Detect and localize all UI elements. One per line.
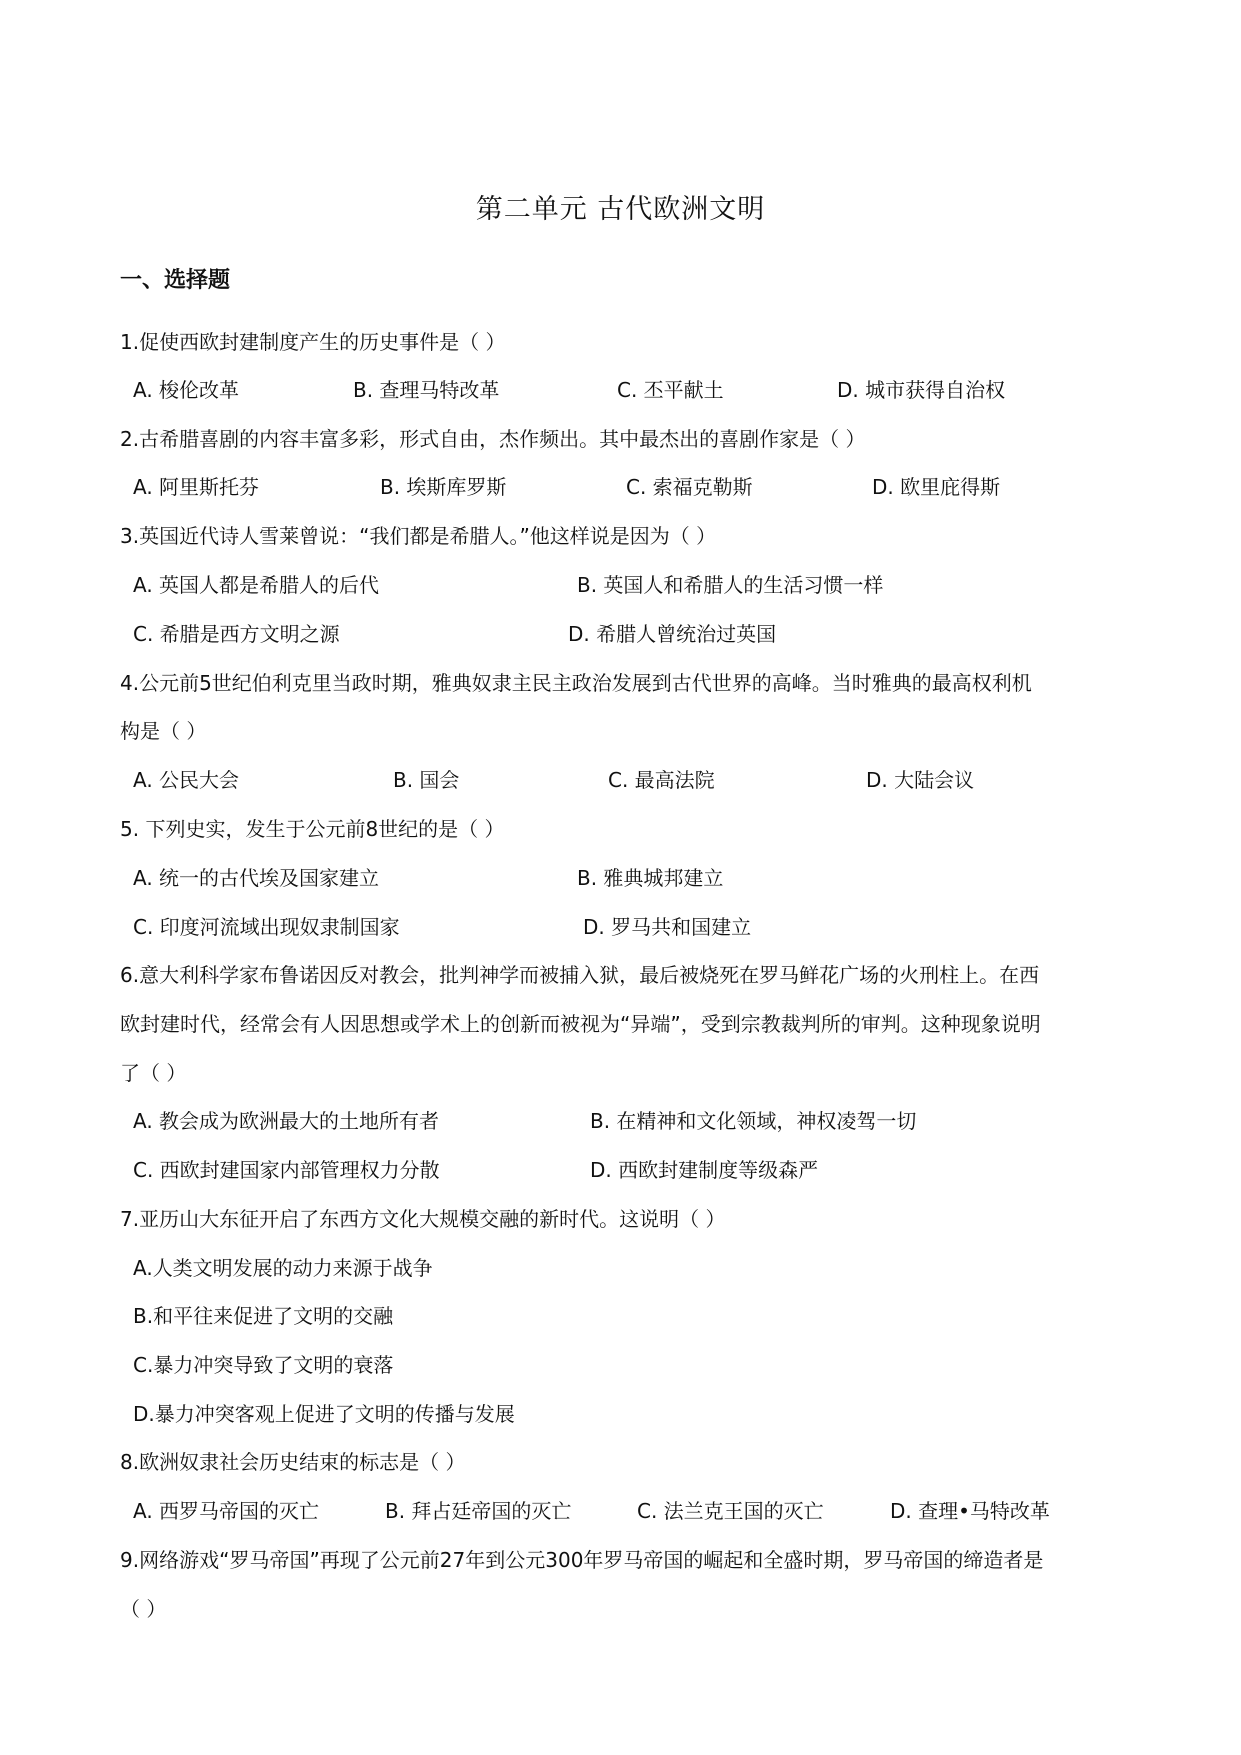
question-8-option-a: A. 西罗马帝国的灭亡 xyxy=(133,1499,320,1523)
question-5-option-c: C. 印度河流域出现奴隶制国家 xyxy=(133,915,400,939)
question-1-option-d: D. 城市获得自治权 xyxy=(837,378,1006,402)
question-5-stem: 5. 下列史实，发生于公元前8世纪的是（ ） xyxy=(120,817,505,841)
question-3-option-a: A. 英国人都是希腊人的后代 xyxy=(133,573,380,597)
question-1-option-b: B. 查理马特改革 xyxy=(353,378,500,402)
question-2-stem: 2.古希腊喜剧的内容丰富多彩，形式自由，杰作频出。其中最杰出的喜剧作家是（ ） xyxy=(120,427,866,451)
section-heading: 一、选择题 xyxy=(120,268,231,293)
question-6-stem-line-2: 欧封建时代，经常会有人因思想或学术上的创新而被视为“异端”，受到宗教裁判所的审判。这种现象说明 xyxy=(120,1012,1041,1036)
question-7-option-c: C.暴力冲突导致了文明的衰落 xyxy=(133,1353,394,1377)
question-6-option-a: A. 教会成为欧洲最大的土地所有者 xyxy=(133,1109,440,1133)
question-8-option-d: D. 查理•马特改革 xyxy=(890,1499,1050,1523)
question-3-stem: 3.英国近代诗人雪莱曾说：“我们都是希腊人。”他这样说是因为（ ） xyxy=(120,524,717,548)
question-8-stem: 8.欧洲奴隶社会历史结束的标志是（ ） xyxy=(120,1450,466,1474)
question-9-stem-line-2: （ ） xyxy=(120,1597,167,1621)
question-6-stem-line-3: 了（ ） xyxy=(120,1061,187,1085)
question-1-option-a: A. 梭伦改革 xyxy=(133,378,240,402)
question-5-option-a: A. 统一的古代埃及国家建立 xyxy=(133,866,380,890)
question-7-option-d: D.暴力冲突客观上促进了文明的传播与发展 xyxy=(133,1402,515,1426)
page-title: 第二单元 古代欧洲文明 xyxy=(475,194,766,225)
question-3-option-d: D. 希腊人曾统治过英国 xyxy=(568,622,777,646)
question-2-option-b: B. 埃斯库罗斯 xyxy=(380,475,507,499)
question-4-option-b: B. 国会 xyxy=(393,768,460,792)
question-3-option-b: B. 英国人和希腊人的生活习惯一样 xyxy=(577,573,884,597)
question-6-option-d: D. 西欧封建制度等级森严 xyxy=(590,1158,819,1182)
question-9-stem-line-1: 9.网络游戏“罗马帝国”再现了公元前27年到公元300年罗马帝国的崛起和全盛时期，罗马帝国的缔造者是 xyxy=(120,1548,1044,1572)
question-4-stem-line-2: 构是（ ） xyxy=(120,719,207,743)
question-1-stem: 1.促使西欧封建制度产生的历史事件是（ ） xyxy=(120,330,506,354)
question-1-option-c: C. 丕平献土 xyxy=(617,378,724,402)
question-8-option-b: B. 拜占廷帝国的灭亡 xyxy=(385,1499,572,1523)
question-5-option-b: B. 雅典城邦建立 xyxy=(577,866,724,890)
question-6-option-b: B. 在精神和文化领域，神权凌驾一切 xyxy=(590,1109,917,1133)
question-3-option-c: C. 希腊是西方文明之源 xyxy=(133,622,340,646)
question-2-option-a: A. 阿里斯托芬 xyxy=(133,475,260,499)
question-2-option-c: C. 索福克勒斯 xyxy=(626,475,753,499)
question-4-option-c: C. 最高法院 xyxy=(608,768,715,792)
question-4-option-d: D. 大陆会议 xyxy=(866,768,975,792)
question-7-stem: 7.亚历山大东征开启了东西方文化大规模交融的新时代。这说明（ ） xyxy=(120,1207,726,1231)
question-2-option-d: D. 欧里庇得斯 xyxy=(872,475,1001,499)
question-6-option-c: C. 西欧封建国家内部管理权力分散 xyxy=(133,1158,440,1182)
question-5-option-d: D. 罗马共和国建立 xyxy=(583,915,752,939)
question-4-stem-line-1: 4.公元前5世纪伯利克里当政时期，雅典奴隶主民主政治发展到古代世界的高峰。当时雅典的最高权利机 xyxy=(120,671,1032,695)
question-6-stem-line-1: 6.意大利科学家布鲁诺因反对教会，批判神学而被捕入狱，最后被烧死在罗马鲜花广场的火刑柱上。在西 xyxy=(120,963,1040,987)
question-7-option-b: B.和平往来促进了文明的交融 xyxy=(133,1304,394,1328)
question-8-option-c: C. 法兰克王国的灭亡 xyxy=(637,1499,824,1523)
question-7-option-a: A.人类文明发展的动力来源于战争 xyxy=(133,1256,433,1280)
question-4-option-a: A. 公民大会 xyxy=(133,768,240,792)
